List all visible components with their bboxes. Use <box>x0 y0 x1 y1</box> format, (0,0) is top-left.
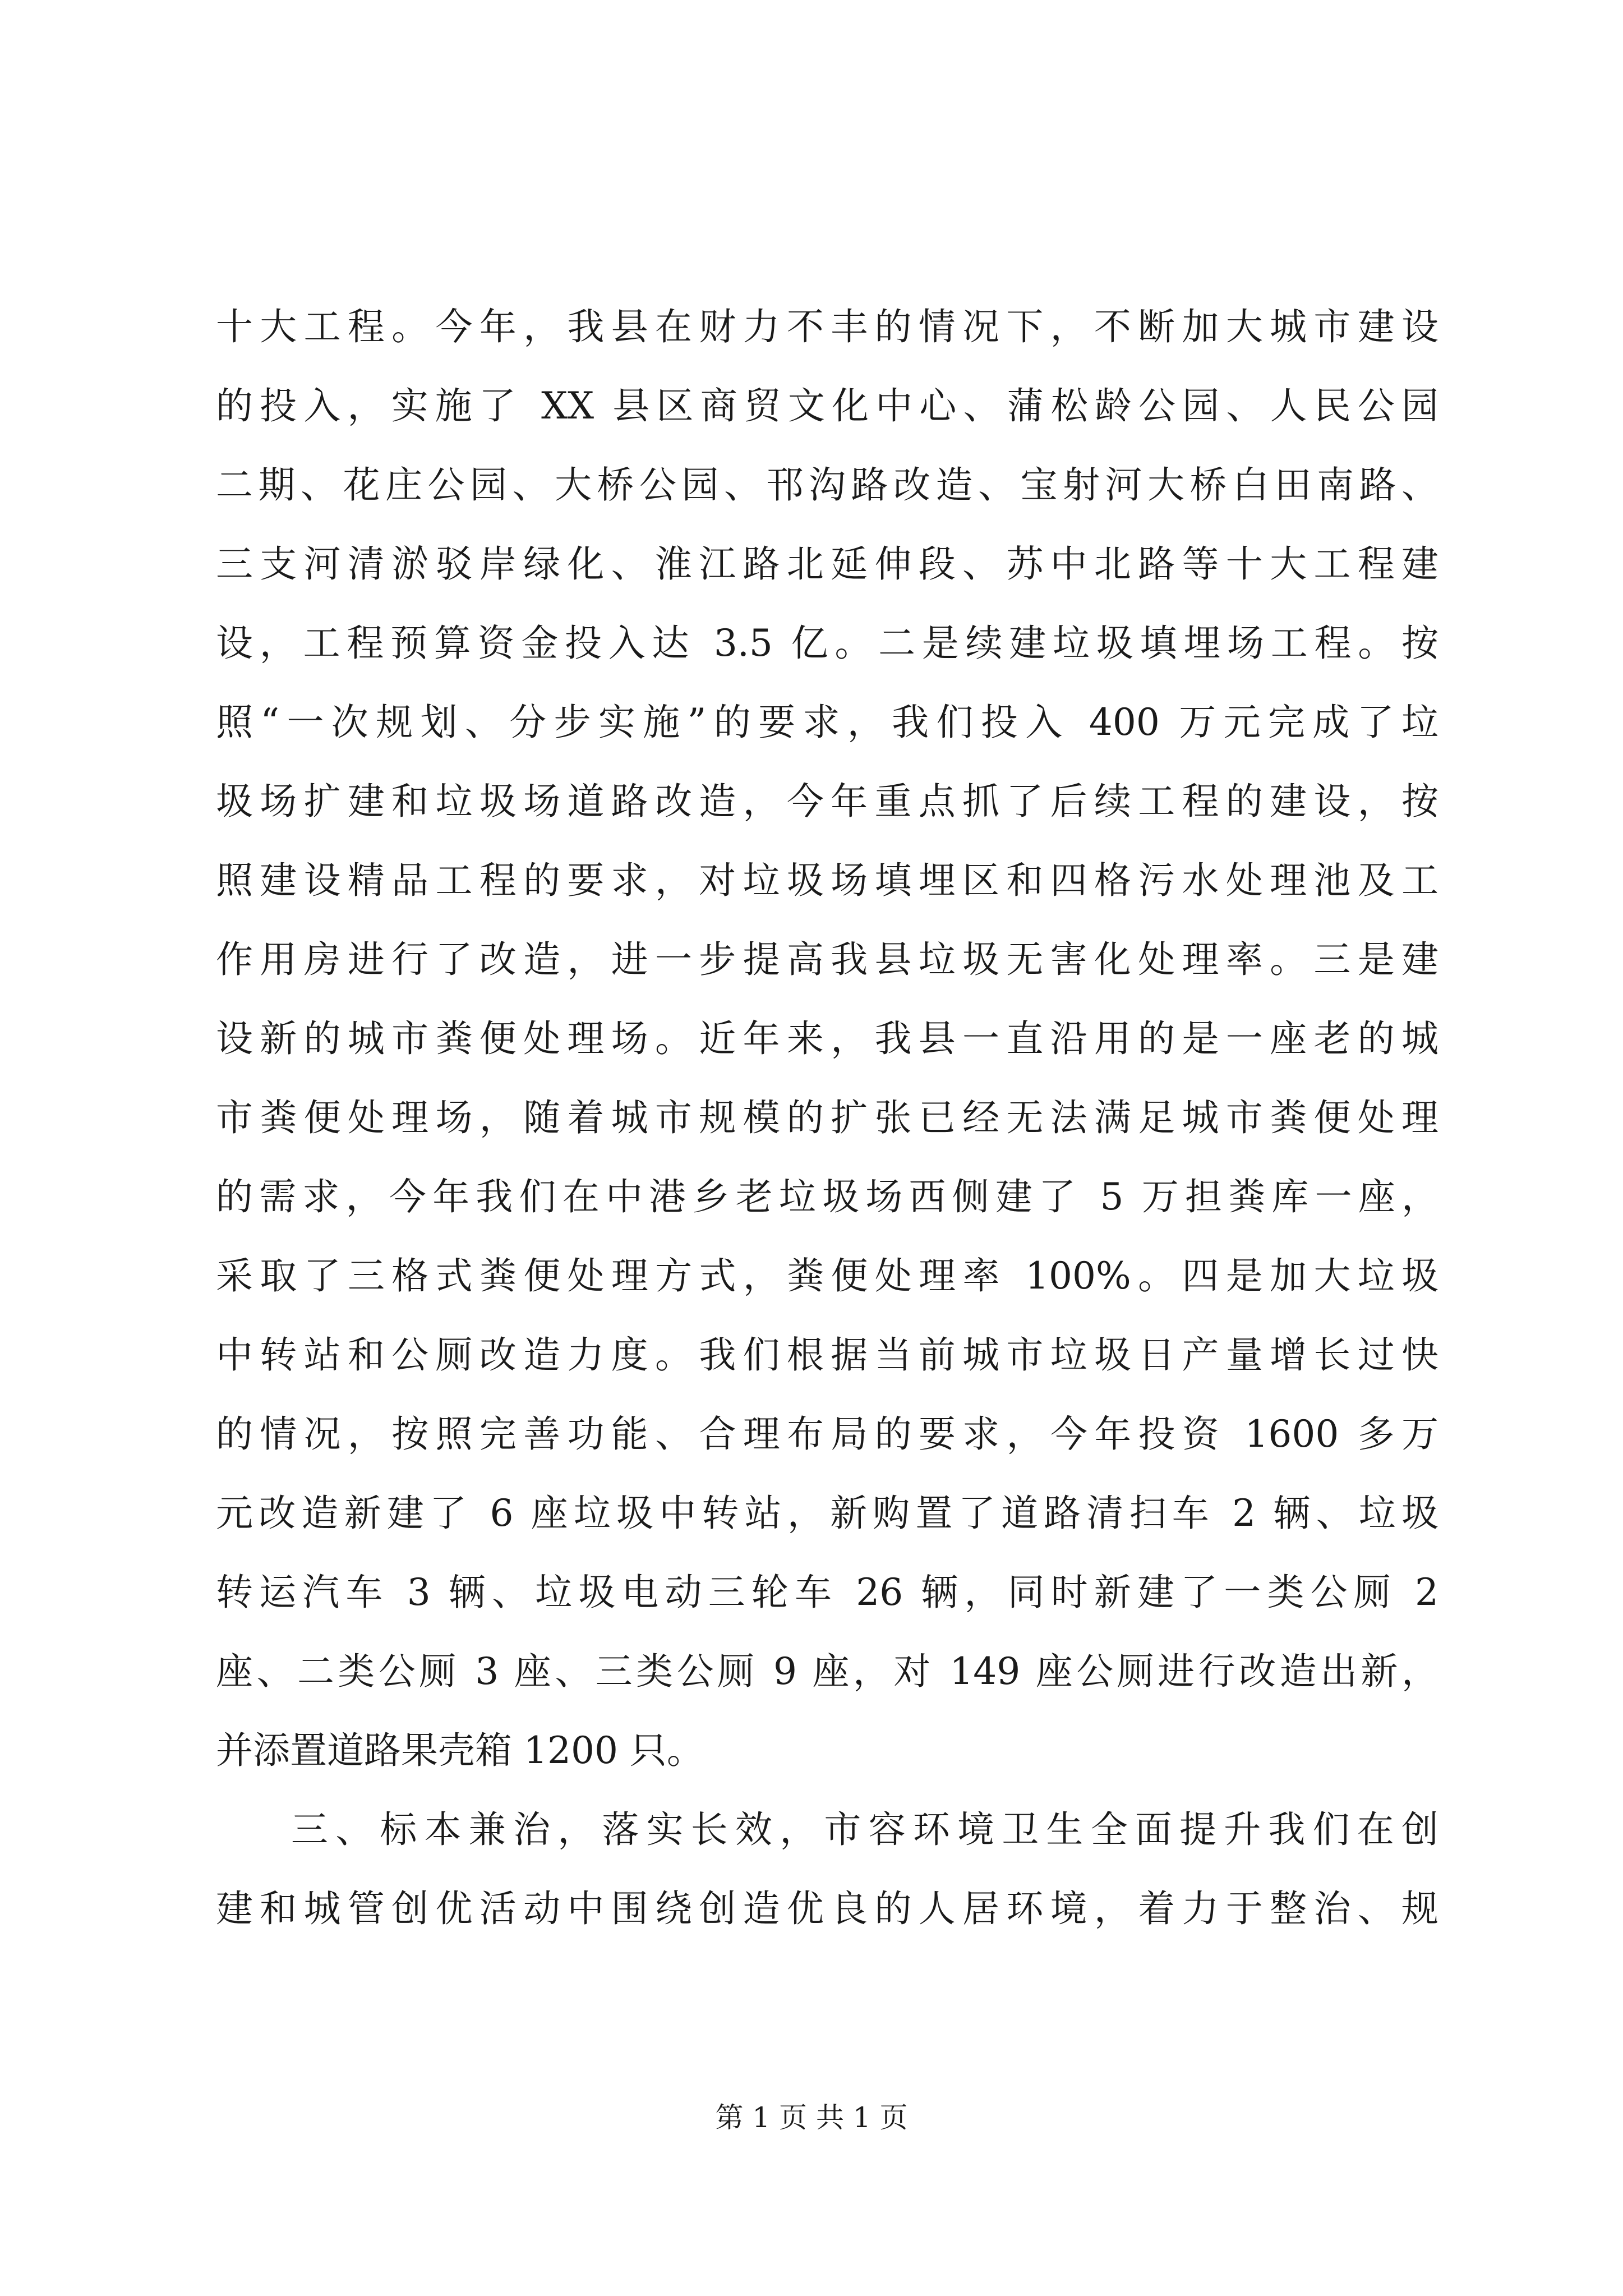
text-line: 设新的城市粪便处理场。近年来，我县一直沿用的是一座老的城 <box>216 1017 1438 1060</box>
page-footer: 第 1 页 共 1 页 <box>715 2101 908 2134</box>
text-line: 座、二类公厕 3 座、三类公厕 9 座，对 149 座公厕进行改造出新， <box>216 1650 1438 1693</box>
text-line: 三支河清淤驳岸绿化、淮江路北延伸段、苏中北路等十大工程建 <box>216 542 1438 586</box>
body-text <box>216 300 1438 1961</box>
text-line: 转运汽车 3 辆、垃圾电动三轮车 26 辆，同时新建了一类公厕 2 <box>216 1571 1438 1614</box>
text-line: 市粪便处理场，随着城市规模的扩张已经无法满足城市粪便处理 <box>216 1096 1438 1139</box>
text-line: 元改造新建了 6 座垃圾中转站，新购置了道路清扫车 2 辆、垃圾 <box>216 1492 1438 1535</box>
text-line: 的情况，按照完善功能、合理布局的要求，今年投资 1600 多万 <box>216 1412 1438 1456</box>
text-line: 十大工程。今年，我县在财力不丰的情况下，不断加大城市建设 <box>216 305 1438 348</box>
text-line: 照“一次规划、分步实施”的要求，我们投入 400 万元完成了垃 <box>216 701 1438 744</box>
text-line: 采取了三格式粪便处理方式，粪便处理率 100%。四是加大垃圾 <box>216 1254 1438 1297</box>
text-line: 并添置道路果壳箱 1200 只。 <box>216 1729 704 1772</box>
text-line: 的需求，今年我们在中港乡老垃圾场西侧建了 5 万担粪库一座， <box>216 1175 1438 1218</box>
text-line: 设，工程预算资金投入达 3.5 亿。二是续建垃圾填埋场工程。按 <box>216 622 1438 665</box>
text-line: 中转站和公厕改造力度。我们根据当前城市垃圾日产量增长过快 <box>216 1333 1438 1377</box>
text-line: 照建设精品工程的要求，对垃圾场填埋区和四格污水处理池及工 <box>216 859 1438 902</box>
text-line: 的投入，实施了 XX 县区商贸文化中心、蒲松龄公园、人民公园 <box>216 384 1438 427</box>
section-heading-line: 三、标本兼治，落实长效，市容环境卫生全面提升我们在创 <box>291 1808 1438 1851</box>
text-line: 作用房进行了改造，进一步提高我县垃圾无害化处理率。三是建 <box>216 938 1438 981</box>
text-line: 建和城管创优活动中围绕创造优良的人居环境，着力于整治、规 <box>216 1887 1438 1930</box>
text-line: 圾场扩建和垃圾场道路改造，今年重点抓了后续工程的建设，按 <box>216 780 1438 823</box>
text-line: 二期、花庄公园、大桥公园、邗沟路改造、宝射河大桥白田南路、 <box>216 463 1438 507</box>
